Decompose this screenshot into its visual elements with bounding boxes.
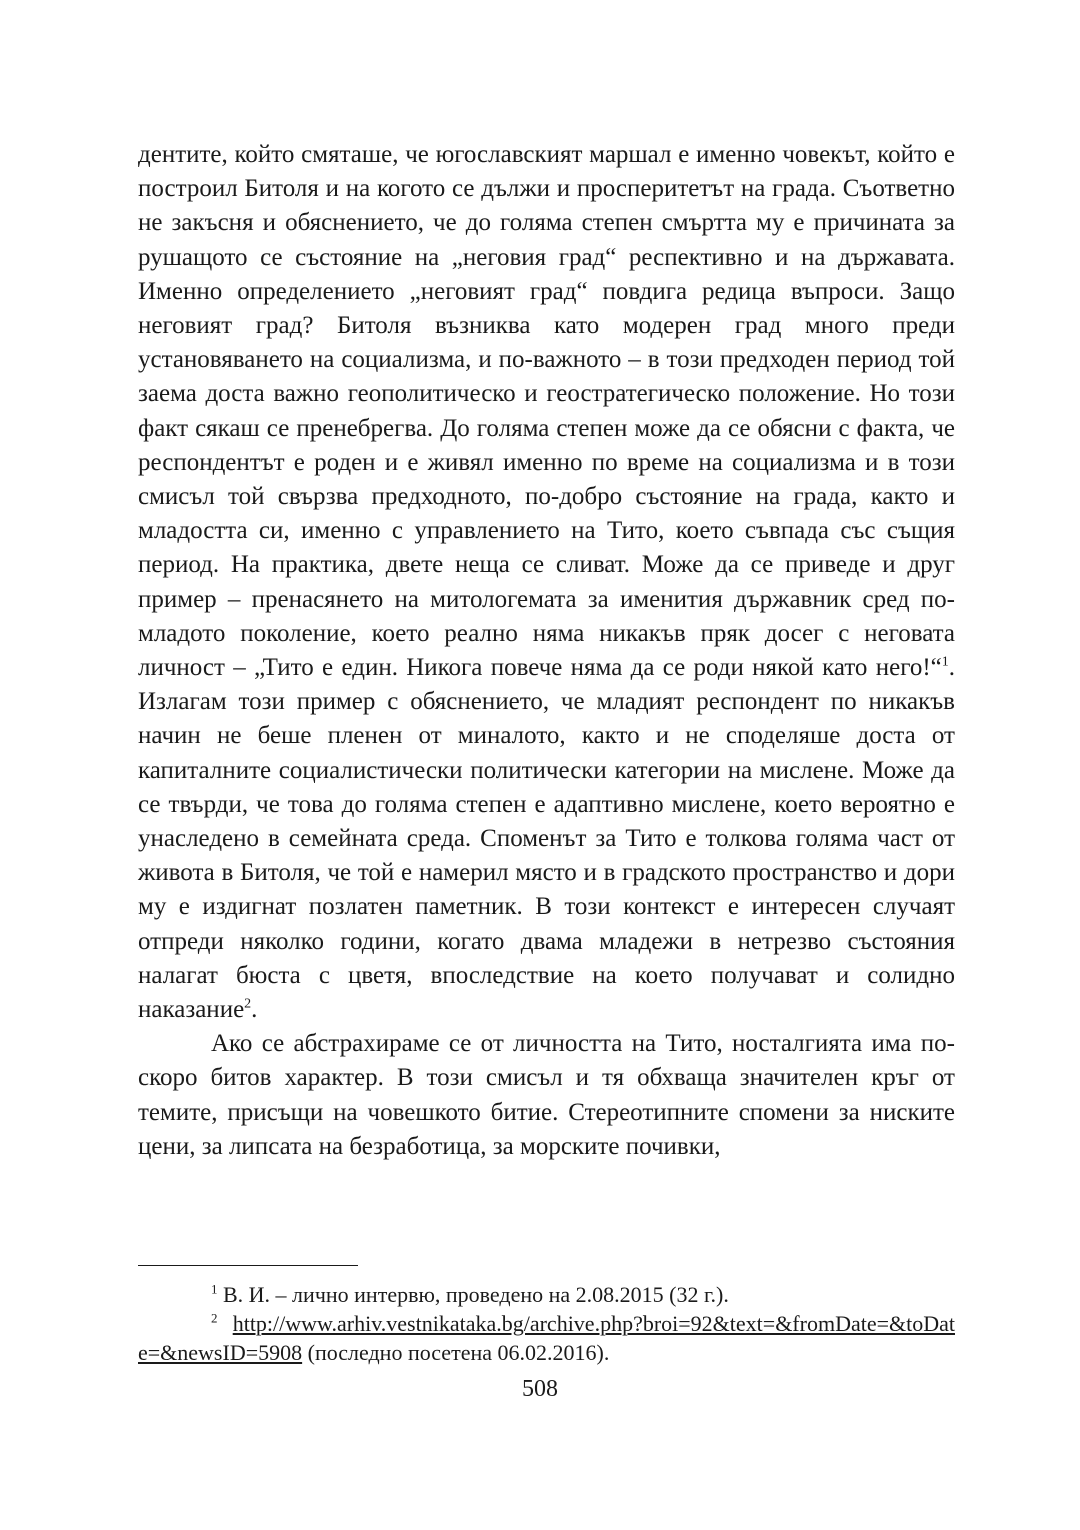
- paragraph-1-text-a: дентите, който смяташе, че югославският маршал е именно човекът, който е построил Битоля и на когото се дължи и просперитетът на града. Съответно не закъсня и обяснението, че до голяма степен смъртта му е причината за рушащото се състояние на „неговия град“ респективно и на държавата. Именно определението „неговият град“ повдига редица въпроси. Защо неговият град? Битоля възниква като модерен град много преди установяването на социализма, и по-важното – в този предходен период той заема доста важно геополитическо и геостратегическо положение. Но този факт сякаш се пренебрегва. До голяма степен може да се обясни с факта, че респондентът е роден и е живял именно по време на социализма и в този смисъл той свързва предходното, по-добро състояние на града, както и младостта си, именно с управлението на Тито, което съвпада със същия период. На практика, двете неща се сливат. Може да се приведе и друг пример – пренасянето на митологемата за именития държавник сред по-младото поколение, което реално няма никакъв пряк досег с неговата личност – „Тито е един. Никога повече няма да се роди някой като него!“: [138, 141, 955, 682]
- paragraph-2: Ако се абстрахираме се от личността на Тито, носталгията има по-скоро битов характер. В този смисъл и тя обхваща значителен кръг от темите, присъщи на човешкото битие. Стереотипните спомени за ниските цени, за липсата на безработица, за морските почивки,: [138, 1030, 955, 1160]
- footnotes: [138, 1280, 955, 1367]
- footnote-ref-2[interactable]: 2: [244, 996, 252, 1012]
- footnote-separator: [138, 1265, 358, 1266]
- paragraph-1-end: .: [251, 996, 258, 1024]
- footnote-1-text: В. И. – лично интервю, проведено на 2.08.2015 (32 г.).: [217, 1282, 729, 1307]
- page-body: [138, 138, 955, 1164]
- footnote-ref-1[interactable]: 1: [941, 654, 949, 670]
- footnote-1: [138, 1280, 955, 1309]
- footnote-2-number: 2: [211, 1310, 218, 1326]
- footnote-2-text: (последно посетена 06.02.2016).: [302, 1340, 610, 1365]
- paragraph-1: [138, 138, 955, 1027]
- footnote-1-number: 1: [211, 1281, 218, 1297]
- footnote-2: [138, 1309, 955, 1367]
- footnote-2-link[interactable]: http://www.arhiv.vestnikataka.bg/archive.php?broi=92&text=&fromDate=&toDate=&newsID=5908: [138, 1311, 955, 1365]
- paragraph-1-text-b: . Излагам този пример с обяснението, че младият респондент по никакъв начин не беше пленен от миналото, както и не споделяше доста от капиталните социалистически политически категории на мислене. Може да се твърди, че това до голяма степен е адаптивно мислене, което вероятно е унаследено в семейната среда. Споменът за Тито е толкова голяма част от живота в Битоля, че той е намерил място и в градското пространство и дори му е издигнат позлатен паметник. В този контекст е интересен случаят отпреди няколко години, когато двама младежи в нетрезво състояния налагат бюста с цветя, впоследствие на което получават и солидно наказание: [138, 654, 955, 1024]
- page-number: 508: [522, 1376, 558, 1402]
